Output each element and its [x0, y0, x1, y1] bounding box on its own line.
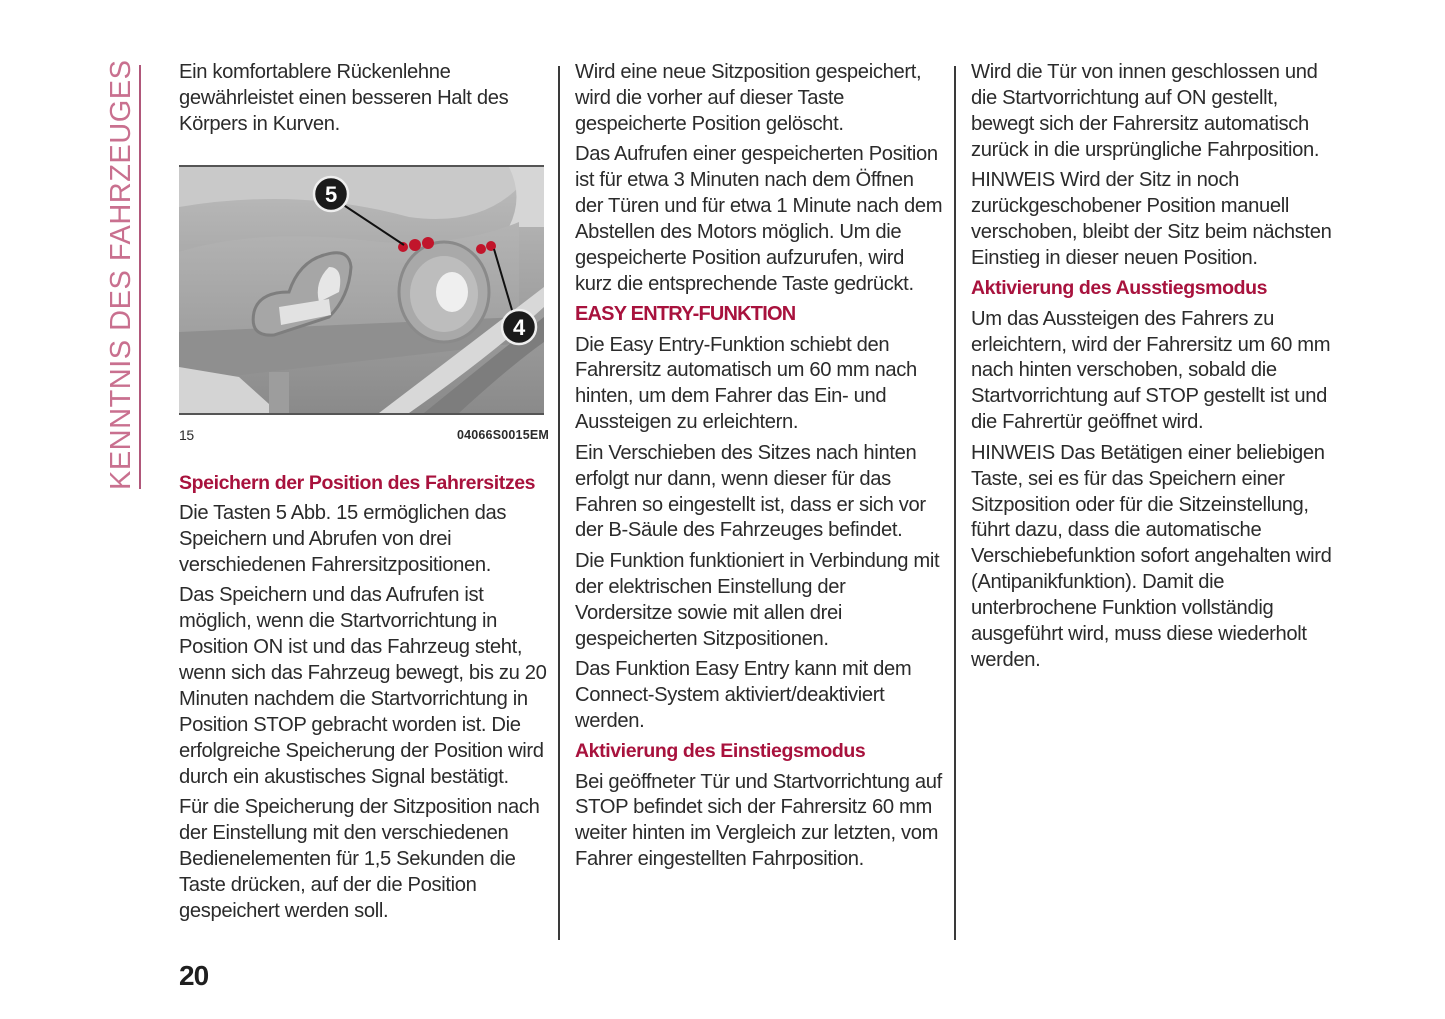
figure-code: 04066S0015EM [456, 427, 549, 442]
svg-text:4: 4 [513, 314, 525, 340]
column-3 [971, 60, 1341, 678]
seat-controls-illustration [179, 167, 544, 413]
column-divider-1 [558, 66, 560, 940]
paragraph: HINWEIS Wird der Sitz in noch zurückgeschobener Position manuell verschoben, bleibt der Sitz beim nächsten Einstieg in dieser neuen Position. [971, 169, 1332, 269]
paragraph: Bei geöffneter Tür und Startvorrichtung auf STOP befindet sich der Fahrersitz 60 mm weiter hinten im Vergleich zur letzten, vom Fahrer eingestellten Fahrposition. [575, 770, 942, 871]
svg-text:5: 5 [325, 181, 337, 207]
chapter-rule [139, 65, 141, 489]
paragraph: Das Speichern und das Aufrufen ist möglich, wenn die Startvorrichtung in Position ON ist und das Fahrzeug steht, wenn sich das Fahrzeug bewegt, bis zu 20 Minuten nachdem die Startvorrichtung in Position STOP gebracht worden ist. Die erfolgreiche Speicherung der Position wird durch ein akustisches Signal bestätigt. [179, 584, 547, 788]
intro-paragraph: Ein komfortablere Rückenlehne gewährleistet einen besseren Halt des Körpers in Kurven. [179, 61, 509, 135]
paragraph: Für die Speicherung der Sitzposition nach der Einstellung mit den verschiedenen Bedienelementen für 1,5 Sekunden die Taste drücken, auf der die Position gespeichert werden soll. [179, 796, 540, 922]
section-heading: Speichern der Position des Fahrersitzes [179, 471, 536, 494]
paragraph: Wird die Tür von innen geschlossen und die Startvorrichtung auf ON gestellt, bewegt sich der Fahrersitz automatisch zurück in die ursprüngliche Fahrposition. [971, 61, 1320, 161]
subheading-einstiegsmodus: Aktivierung des Einstiegsmodus [575, 740, 866, 763]
page-number: 20 [179, 960, 209, 991]
figure-caption [179, 423, 549, 449]
paragraph: Um das Aussteigen des Fahrers zu erleichtern, wird der Fahrersitz um 60 mm nach hinten verschoben, sobald die Startvorrichtung auf STOP gestellt ist und die Fahrertür geöffnet wird. [971, 307, 1331, 434]
figure-number: 15 [179, 426, 194, 443]
callout-5 [314, 177, 348, 211]
figure-seat-controls [179, 165, 544, 415]
column-1 [179, 60, 549, 929]
paragraph: HINWEIS Das Betätigen einer beliebigen Taste, sei es für das Speichern einer Sitzposition oder für die Sitzeinstellung, führt dazu, dass die automatische Verschiebefunktion sofort angehalten wird (Antipanikfunktion). Damit die unterbrochene Funktion vollständig ausgeführt wird, muss diese wiederholt werden. [971, 441, 1332, 671]
paragraph: Die Easy Entry-Funktion schiebt den Fahrersitz automatisch um 60 mm nach hinten, um dem Fahrer das Ein- und Aussteigen zu erleichtern. [575, 333, 917, 434]
paragraph: Das Funktion Easy Entry kann mit dem Connect-System aktiviert/deaktiviert werden. [575, 657, 912, 732]
column-2 [575, 60, 945, 878]
section-heading-easy-entry: EASY ENTRY-FUNKTION [575, 303, 796, 326]
paragraph: Wird eine neue Sitzposition gespeichert, wird die vorher auf dieser Taste gespeicherte Position gelöscht. [575, 61, 922, 135]
paragraph: Ein Verschieben des Sitzes nach hinten erfolgt nur dann, wenn dieser für das Fahren so eingestellt ist, dass er sich vor der B-Säule des Fahrzeuges befindet. [575, 441, 926, 542]
chapter-side-title [104, 59, 138, 490]
paragraph: Die Tasten 5 Abb. 15 ermöglichen das Speichern und Abrufen von drei verschiedenen Fahrersitzpositionen. [179, 502, 507, 576]
paragraph: Das Aufrufen einer gespeicherten Position ist für etwa 3 Minuten nach dem Öffnen der Türen und für etwa 1 Minute nach dem Abstellen des Motors möglich. Um die gespeicherte Position aufzurufen, wird kurz die entsprechende Taste gedrückt. [575, 143, 943, 295]
subheading-ausstiegsmodus: Aktivierung des Ausstiegsmodus [971, 277, 1268, 300]
chapter-title-text: KENNTNIS DES FAHRZEUGES [105, 59, 137, 490]
column-divider-2 [954, 66, 956, 940]
paragraph: Die Funktion funktioniert in Verbindung mit der elektrischen Einstellung der Vordersitze sowie mit allen drei gespeicherten Sitzpositionen. [575, 549, 940, 650]
callout-4 [502, 310, 536, 344]
